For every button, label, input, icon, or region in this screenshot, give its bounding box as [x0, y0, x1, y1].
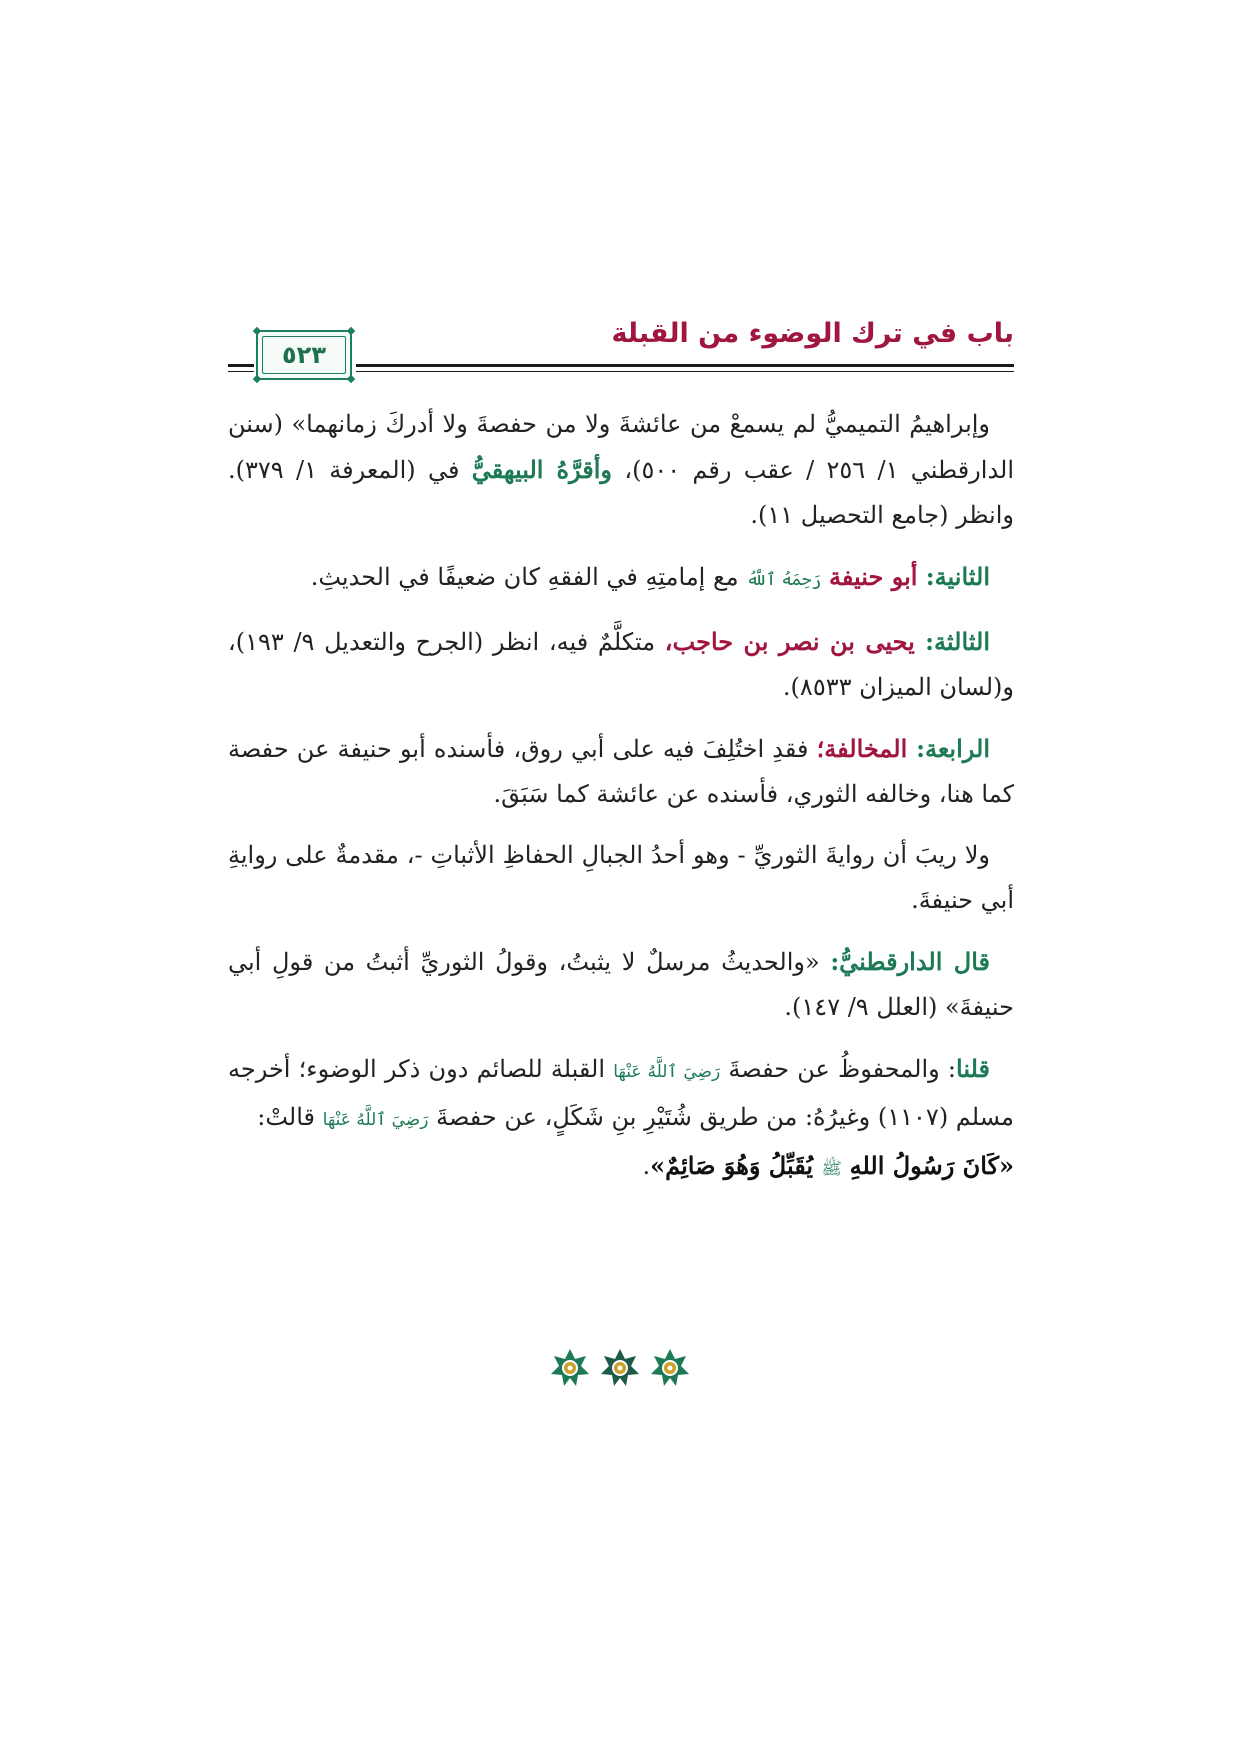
text-run: وإبراهيمُ التميميُّ لم يسمعْ من عائشةَ ولا من حفصةَ ولا أدركَ زمانهما» (سنن الدارقطني ١/ ٢٥٦ / عقب رقم ٥٠٠)، [228, 410, 1015, 484]
frame-corner-icon [347, 327, 355, 335]
speaker-label: قلنا [956, 1054, 990, 1083]
header-rule [356, 364, 1014, 367]
end-ornaments [520, 1348, 720, 1388]
header-rule-left [228, 364, 254, 367]
text-run: مع إمامتِهِ في الفقهِ كان ضعيفًا في الحديثِ. [310, 563, 747, 591]
text-run: ولا ريبَ أن روايةَ الثوريِّ - وهو أحدُ الجبالِ الحفاظِ الأثباتِ -، مقدمةٌ على روايةِ أبي حنيفةَ. [228, 841, 1014, 914]
text-run: قالتْ: [257, 1103, 323, 1131]
page-number: ٥٢٣ [282, 341, 326, 369]
honorific-glyph: رَضِيَ ٱللَّهُ عَنْهَا [322, 1110, 429, 1130]
honorific-glyph: رَحِمَهُ ٱللَّهُ [746, 570, 822, 590]
paragraph-7 [228, 1046, 1014, 1192]
paragraph-5 [228, 833, 1014, 923]
paragraph-1 [228, 402, 1014, 538]
text-run: «والحديثُ مرسلٌ لا يثبتُ، وقولُ الثوريِّ أثبتُ من قولِ أبي حنيفةَ» (العلل ٩/ ١٤٧). [228, 948, 1014, 1021]
chapter-title: باب في ترك الوضوء من القبلة [611, 318, 1014, 349]
point-label: الثالثة: [914, 627, 990, 656]
rosette-icon [600, 1348, 640, 1388]
paragraph-2 [228, 554, 1014, 603]
point-label: الرابعة: [907, 734, 991, 763]
honorific-glyph: ﷺ [821, 1159, 842, 1179]
rosette-icon [650, 1348, 690, 1388]
text-run: متكلَّمٌ فيه، انظر (الجرح والتعديل ٩/ ١٩٣)، و(لسان الميزان ٨٥٣٣). [228, 628, 1014, 701]
hadith-quote: يُقَبِّلُ وَهُوَ صَائِمٌ» [650, 1151, 822, 1180]
text-run: : والمحفوظُ عن حفصةَ [720, 1055, 957, 1083]
frame-corner-icon [253, 375, 261, 383]
highlight-name: وأقرَّهُ البيهقيُّ [471, 455, 613, 484]
highlight-name: يحيى بن نصر بن حاجب، [664, 627, 915, 656]
page-number-frame [256, 330, 352, 380]
hadith-quote: «كَانَ رَسُولُ اللهِ [849, 1151, 1014, 1180]
text-run: في (المعرفة ١/ ٣٧٩). وانظر (جامع التحصيل ١١). [228, 456, 1014, 529]
rosette-icon [550, 1348, 590, 1388]
frame-corner-icon [253, 327, 261, 335]
header-rule-left-thin [228, 371, 254, 372]
header-rule-thin [356, 371, 1014, 372]
paragraph-3 [228, 619, 1014, 710]
honorific-glyph: رَضِيَ ٱللَّهُ عَنْهَا [613, 1062, 721, 1082]
page-body [228, 402, 1014, 1208]
highlight-name: أبو حنيفة [829, 562, 918, 591]
paragraph-6 [228, 939, 1014, 1030]
paragraph-4 [228, 726, 1014, 817]
text-run: القبلة للصائم دون ذكر الوضوء؛ أخرجه مسلم (١١٠٧) وغيرُهُ: من طريق شُتَيْرِ بنِ شَكَلٍ، عن حفصةَ [228, 1055, 1014, 1131]
text-run: . [642, 1152, 651, 1180]
text-run: فقدِ اختُلِفَ فيه على أبي روق، فأسنده أبو حنيفة عن حفصة كما هنا، وخالفه الثوري، فأسنده عن عائشة كما سَبَقَ. [228, 735, 1014, 808]
speaker-label: قال الدارقطنيُّ: [830, 947, 990, 976]
point-label: الثانية: [917, 562, 990, 591]
page-header [228, 318, 1014, 388]
frame-corner-icon [347, 375, 355, 383]
highlight-name: المخالفة؛ [816, 734, 908, 763]
